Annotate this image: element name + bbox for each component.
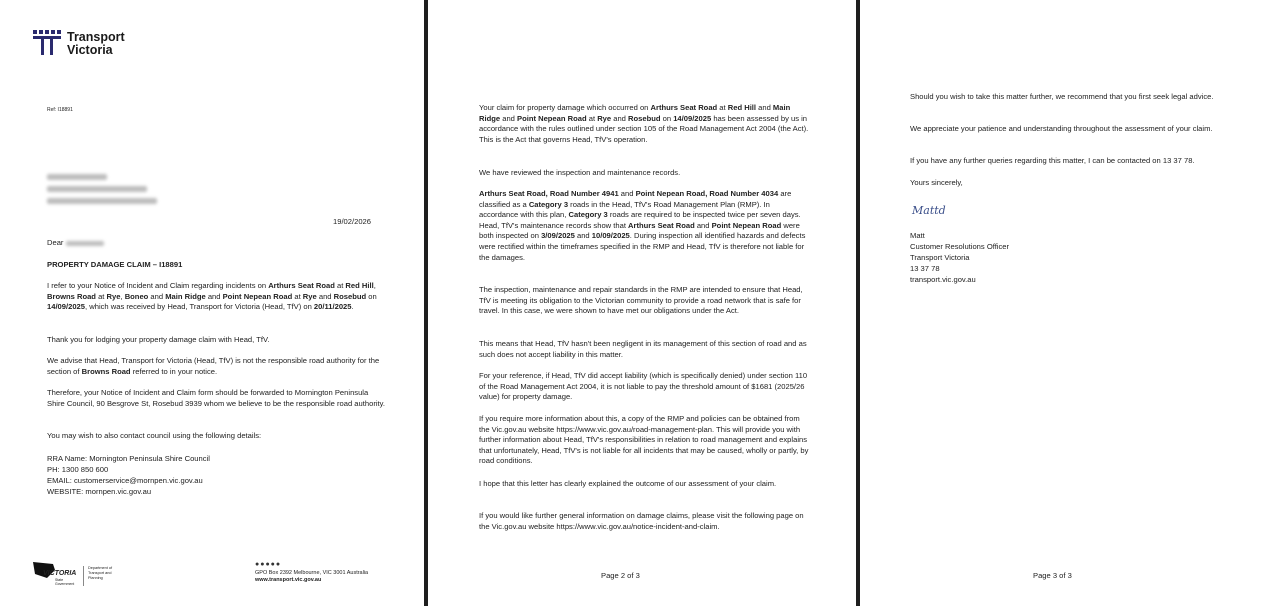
closing: Yours sincerely,	[910, 178, 963, 187]
records-paragraph: We have reviewed the inspection and maintenance records.	[479, 168, 681, 177]
signatory-org: Transport Victoria	[910, 253, 970, 262]
intro-paragraph: I refer to your Notice of Incident and Claim regarding incidents on Arthurs Seat Road at Red Hill, Browns Road at Rye, Boneo and Main Ridge and Point Nepean Road at Rye and Rosebud on 14/09/2025, which was received by Head, Transport for Victoria (Head, TfV) on 20/11/2025.	[47, 281, 377, 312]
victoria-government-logo	[33, 560, 123, 588]
rra-phone: PH: 1300 850 600	[47, 465, 109, 474]
standards-paragraph: The inspection, maintenance and repair standards in the RMP are intended to ensure that Head, TfV is meeting its obligation to the Victorian community to provide a road network that is safe for travel. In this case, we were shown to have met our obligations under the Act.	[479, 285, 803, 316]
letter-page-1	[0, 0, 424, 606]
footer-victoria: VICTORIA	[43, 570, 77, 577]
footer-dots: ●●●●●	[255, 561, 282, 568]
outcome-paragraph: I hope that this letter has clearly explained the outcome of our assessment of your claim.	[479, 479, 777, 488]
forward-paragraph: Therefore, your Notice of Incident and Claim form should be forwarded to Mornington Peninsula Shire Council, 90 Besgrove St, Rosebud 3939 whom we believe to be the responsible road authority.	[47, 388, 385, 408]
rmp-info-paragraph: If you require more information about this, a copy of the RMP and policies can be obtained from the Vic.gov.au website https://www.vic.gov.au/road-management-plan. This will provide you with further information about Head, TfV's responsibilities in relation to road management and explains that unfortunately, Head, TfV's is not liable for all incidents that may be caused, wholly or partly, by road conditions.	[479, 414, 809, 466]
page-number-2: Page 2 of 3	[601, 571, 640, 580]
authority-paragraph: We advise that Head, Transport for Victoria (Head, TfV) is not the responsible road authority for the section of Browns Road referred to in your notice.	[47, 356, 380, 376]
threshold-paragraph: For your reference, if Head, TfV did accept liability (which is specifically denied) under section 110 of the Road Management Act 2004, it is not liable to pay the threshold amount of $1681 (2025/26 value) for property damage.	[479, 371, 808, 402]
signature: Mattd	[912, 204, 946, 217]
redacted-name	[47, 174, 107, 180]
brand-line-1: Transport	[67, 30, 125, 44]
letter-date: 19/02/2026	[333, 217, 372, 226]
redacted-suburb	[47, 198, 157, 204]
thanks-paragraph: Thank you for lodging your property damage claim with Head, TfV.	[47, 335, 270, 344]
signatory-phone: 13 37 78	[910, 264, 940, 273]
legal-advice-paragraph: Should you wish to take this matter further, we recommend that you first seek legal advice.	[910, 92, 1214, 101]
tv-logo-icon	[33, 30, 63, 56]
appreciation-paragraph: We appreciate your patience and understanding throughout the assessment of your claim.	[910, 124, 1213, 133]
rra-website: WEBSITE: mornpen.vic.gov.au	[47, 487, 152, 496]
footer-divider	[83, 566, 84, 586]
further-info-paragraph: If you would like further general information on damage claims, please visit the following page on the Vic.gov.au website https://www.vic.gov.au/notice-incident-and-claim.	[479, 511, 804, 531]
contact-intro: You may wish to also contact council using the following details:	[47, 431, 262, 440]
redacted-recipient	[66, 241, 104, 246]
signatory-website: transport.vic.gov.au	[910, 275, 976, 284]
reference-number: Ref: I18891	[47, 107, 73, 113]
salutation: Dear	[47, 238, 104, 249]
brand-line-2: Victoria	[67, 42, 113, 57]
redacted-street	[47, 186, 147, 192]
negligence-paragraph: This means that Head, TfV hasn't been negligent in its management of this section of road and as such does not accept liability in this matter.	[479, 339, 807, 359]
claim-heading: PROPERTY DAMAGE CLAIM – I18891	[47, 260, 183, 269]
signatory-name: Matt	[910, 231, 925, 240]
signatory-title: Customer Resolutions Officer	[910, 242, 1010, 251]
queries-paragraph: If you have any further queries regarding this matter, I can be contacted on 13 37 78.	[910, 156, 1195, 165]
footer-address: GPO Box 2392 Melbourne, VIC 3001 Australia	[255, 570, 369, 576]
letter-page-2	[428, 0, 856, 606]
footer-website: www.transport.vic.gov.au	[255, 577, 322, 583]
page-number-3: Page 3 of 3	[1033, 571, 1072, 580]
transport-victoria-logo	[33, 30, 143, 60]
footer-department: Department of Transport and Planning	[88, 566, 113, 580]
classification-paragraph: Arthurs Seat Road, Road Number 4941 and Point Nepean Road, Road Number 4034 are classified as a Category 3 roads in the Head, TfV's Road Management Plan (RMP). In accordance with this plan, Category 3 roads are required to be inspected twice per seven days. Head, TfV's maintenance records show that Arthurs Seat Road and Point Nepean Road were both inspected on 3/09/2025 and 10/09/2025. During inspection all identified hazards and defects were rectified within the timeframes specified in the RMP and Head, TfV is therefore not liable for the damages.	[479, 189, 806, 262]
assessment-paragraph: Your claim for property damage which occurred on Arthurs Seat Road at Red Hill and Main Ridge and Point Nepean Road at Rye and Rosebud on 14/09/2025 has been assessed by us in accordance with the rules outlined under section 105 of the Road Management Act 2004 (the Act). This is the Act that governs Head, TfV's operation.	[479, 103, 809, 144]
letter-page-3	[860, 0, 1280, 606]
footer-state-gov: State Government	[55, 578, 75, 586]
rra-email: EMAIL: customerservice@mornpen.vic.gov.au	[47, 476, 203, 485]
rra-name: RRA Name: Mornington Peninsula Shire Council	[47, 454, 210, 463]
